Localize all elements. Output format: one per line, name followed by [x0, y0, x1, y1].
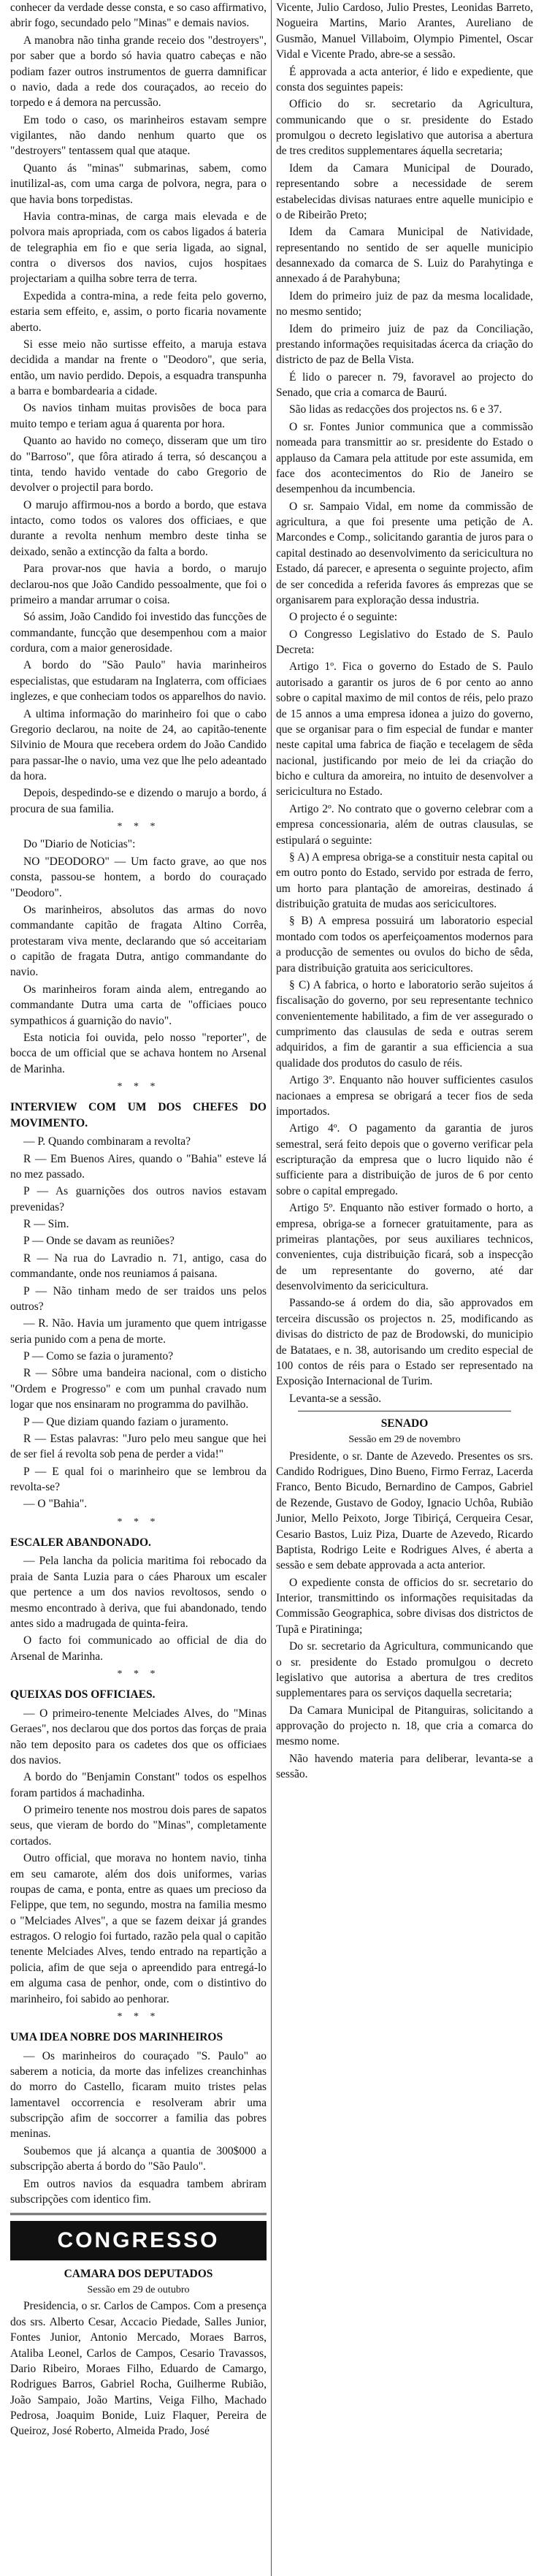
article-paragraph: Presidencia, o sr. Carlos de Campos. Com a presença dos srs. Alberto Cesar, Accacio Piedade, Salles Junior, Fontes Junior, Antonio Mercado, Moraes Barros, Ataliba Leonel, Carlos de Campos, Cesario Travassos, Dario Ribeiro, Moraes Filho, Eduardo de Camargo, Rodrigues Barros, Gabriel Rocha, Guilherme Rubião, João Sampaio, João Martins, Veiga Filho, Machado Pedrosa, Joaquim Bonide, Luiz Flaquer, Pereira de Queiroz, José Roberto, Almeida Prado, José	[10, 2300, 267, 2438]
section-divider-stars: * * *	[117, 1081, 160, 1093]
article-paragraph: O expediente consta de officios do sr. secretario do Interior, transmittindo os informações requisitadas da Commissão Geographica, sobre divisas dos districtos de Tupã e Piratininga;	[276, 1576, 533, 1636]
article-paragraph: Depois, despedindo-se e dizendo o marujo a bordo, á procura de sua familia.	[10, 787, 267, 815]
article-paragraph: Idem do primeiro juiz de paz da mesma localidade, no mesmo sentido;	[276, 289, 533, 319]
article-paragraph: A bordo do "São Paulo" havia marinheiros especialistas, que estudaram na Inglaterra, com officiaes inglezes, e que conheciam todos os apparelhos do navio.	[10, 659, 267, 704]
article-paragraph: Para provar-nos que havia a bordo, o marujo declarou-nos que João Candido pessoalmente, que foi o primeiro a mandar arrumar o coisa.	[10, 563, 267, 606]
section-diario-noticias	[10, 837, 267, 1077]
bill-articles	[276, 659, 533, 1406]
bill-article: § A) A empresa obriga-se a constituir nesta capital ou em outro ponto do Estado, servido por estrada de ferro, um horto para plantação de amoreiras, destinado á distribuição gratuita de mudas aos sericicultores.	[276, 850, 533, 910]
senado-title: SENADO	[380, 1417, 429, 1430]
article-paragraph: Soubemos que já alcança a quantia de 300$000 a subscripção aberta á bordo do "São Paulo".	[10, 2144, 267, 2173]
article-paragraph: Quanto ao havido no começo, disseram que um tiro do "Barroso", que fôra atirado á terra, só descançou a tinta, tendo havido ventade do cabo Gregorio de devolver o projectil para bordo.	[10, 435, 267, 495]
article-paragraph: Os marinheiros, absolutos das armas do novo commandante capitão de fragata Altino Corrêa, protestaram viva mente, declarando que só acceitariam o capitão de fragata Dutra, antigo commandante do navio.	[10, 903, 267, 979]
article-paragraph: O facto foi communicado ao official de dia do Arsenal de Marinha.	[10, 1634, 267, 1663]
congresso-banner: CONGRESSO	[10, 2221, 267, 2260]
article-paragraph: Esta noticia foi ouvida, pelo nosso "reporter", de bocca de um official que se achava hontem no Arsenal de Marinha.	[10, 1031, 267, 1075]
article-paragraph: — Pela lancha da policia maritima foi rebocado da praia de Santa Luzia para o cáes Pharoux um escaler que pertence a um dos navios revoltosos, sendo o mesmo encontrado à deriva, que fui abandonado, tendo antes sido a madrugada de quinta-feira.	[10, 1555, 267, 1630]
section-congresso	[10, 2221, 267, 2439]
bill-article: Levanta-se a sessão.	[289, 1392, 382, 1405]
left-intro	[10, 0, 267, 817]
article-paragraph: — Os marinheiros do couraçado "S. Paulo" ao saberem a noticia, da morte das infelizes creanchinhas do morro do Castello, ficaram muito tristes pelas lamentavel occorrencia e resolveram abrir uma subscripção afim de soccorrer a familia das pobres meninas.	[10, 2049, 267, 2141]
article-paragraph: Não havendo materia para deliberar, levanta-se a sessão.	[276, 1752, 533, 1781]
bill-article: Artigo 3º. Enquanto não houver sufficientes casulos nacionaes a empresa se obrigará a tecer fios de seda importados.	[276, 1074, 533, 1118]
article-paragraph: O sr. Fontes Junior communica que a commissão nomeada para transmittir ao sr. presidente do Estado o applauso da Camara pela attitude por este assumida, em face dos acontecimentos do Rio de Janeiro se desempenhou da incumbencia.	[276, 420, 533, 496]
left-column	[6, 0, 272, 2576]
interview-line: P — As guarnições dos outros navios estavam prevenidas?	[10, 1185, 267, 1213]
right-column	[272, 0, 537, 2576]
bill-article: Artigo 5º. Enquanto não estiver formado o horto, a empresa, obriga-se a fornecer gratuitamente, para as primeiras plantações, por seus auxiliares technicos, convenientes, cuja distribuição ficará, sob a inspecção de um representante do governo, até dar desenvolvimento da sericicultura.	[276, 1202, 533, 1292]
article-paragraph: O marujo affirmou-nos a bordo a bordo, que estava intacto, como todos os valores dos officiaes, e que durante a revolta nenhum membro deste tinha se deixado, senão a extincção da falta a bordo.	[10, 498, 267, 558]
section-escaler	[10, 1535, 267, 1664]
article-paragraph: O projecto é o seguinte:	[289, 611, 398, 624]
article-paragraph: Quanto ás "minas" submarinas, sabem, como inutilizal-as, com uma carga de polvora, negra, para o que havia bons torpedistas.	[10, 161, 267, 206]
section-divider-stars: * * *	[117, 1516, 160, 1528]
article-paragraph: Idem do primeiro juiz de paz da Conciliação, prestando informações requisitadas ácerca da criação do districto de paz de Bella Vista.	[276, 322, 533, 367]
article-paragraph: Os navios tinham muitas provisões de boca para muito tempo e teriam agua á quarenta por hora.	[10, 402, 267, 430]
interview-line: P — Onde se davam as reuniões?	[23, 1235, 175, 1248]
interview-line: P — Como se fazia o juramento?	[23, 1350, 174, 1363]
article-paragraph: Só assim, João Candido foi investido das funcções de commandante, funcção que desempenhou com a maior cordura, com a maior generosidade.	[10, 611, 267, 655]
section-idea-nobre	[10, 2030, 267, 2207]
article-paragraph: Officio do sr. secretario da Agricultura, communicando que o sr. presidente do Estado promulgou o decreto legislativo que autorisa a abertura de tres creditos supplementares áquella secretaria;	[276, 98, 533, 158]
section-divider-rule	[10, 2213, 267, 2215]
article-paragraph: A bordo do "Benjamin Constant" todos os espelhos foram partidos á machadinha.	[10, 1771, 267, 1799]
article-paragraph: conhecer da verdade desse consta, e so caso affirmativo, abrir fogo, secundado pelo "Minas" e demais navios.	[10, 1, 267, 30]
interview-line: R — Estas palavras: "Juro pelo meu sangue que hei de ser fiel á revolta sob pena de perder a vida!"	[10, 1432, 267, 1461]
article-paragraph: Idem da Camara Municipal de Natividade, representando no sentido de ser aquelle municipio desannexado da comarca de S. Luiz do Parahytinga e annexado á de Parahybuna;	[276, 226, 533, 286]
article-paragraph: O Congresso Legislativo do Estado de S. Paulo Decreta:	[276, 628, 533, 656]
interview-line: R — Sôbre uma bandeira nacional, com o disticho "Ordem e Progresso" e com um punhal cravado num logar que nos ensinaram no programma do pavilhão.	[10, 1367, 267, 1411]
section-divider-stars: * * *	[117, 1669, 160, 1680]
article-paragraph: É lido o parecer n. 79, favoravel ao projecto do Senado, que cria a comarca de Baurú.	[276, 370, 533, 399]
session-date: Sessão em 29 de novembro	[348, 1434, 461, 1446]
session-date: Sessão em 29 de outubro	[87, 2285, 190, 2296]
bill-article: Artigo 2º. No contrato que o governo celebrar com a empresa concessionaria, além de outras clausulas, se estipulará o seguinte:	[276, 802, 533, 847]
section-senado	[276, 1416, 533, 1783]
article-paragraph: Em todo o caso, os marinheiros estavam sempre vigilantes, não dando nenhum quarto que os "destroyers" tentassem qual que ataque.	[10, 113, 267, 158]
interview-line: R — Em Buenos Aires, quando o "Bahia" esteve lá no mez passado.	[10, 1152, 267, 1181]
section-queixas	[10, 1687, 267, 2007]
section-divider-stars: * * *	[117, 821, 160, 833]
article-paragraph: Presidente, o sr. Dante de Azevedo. Presentes os srs. Candido Rodrigues, Dino Bueno, Firmo Ferraz, Lacerda Franco, Bento Bicudo, Bernardino de Campos, Gabriel de Rezende, Gustavo de Godoy, Ignacio Uchôa, Rubião Junior, Mello Peixoto, Jorge Tibiriçá, Cerqueira Cesar, Cesario Bastos, Luiz Piza, Duarte de Azevedo, Ricardo Baptista, Rodrigo Leite e Rodrigues Alves, é aberta a sessão e sem debate approvada a acta anterior.	[276, 1449, 533, 1572]
article-paragraph: NO "DEODORO" — Um facto grave, ao que nos consta, passou-se hontem, a bordo do couraçado "Deodoro".	[10, 855, 267, 899]
interview-line: P — Que diziam quando faziam o juramento.	[23, 1415, 229, 1428]
bill-article: § C) A fabrica, o horto e laboratorio serão sujeitos á fiscalisação do governo, por seu representante technico convenientemente habilitado, a fim de ver assegurado o cumprimento das clausulas de seda e outras serem adquiridos, a fim de garantir a sua efficiencia a sua qualidade dos produtos do casulo de réis.	[276, 978, 533, 1070]
article-paragraph: Expedida a contra-mina, a rede feita pelo governo, estaria sem effeito, e, assim, o porto ficaria novamente aberto.	[10, 289, 267, 334]
interview-line: — R. Não. Havia um juramento que quem intrigasse seria punido com a pena de morte.	[10, 1317, 267, 1346]
article-paragraph: A manobra não tinha grande receio dos "destroyers", por saber que a bordo só havia quatro cabeças e não podiam fazer outros instrumentos de guerra damnificar o navio, dada a rede dos couraçados, ao receio do torpedo e á demora na percussão.	[10, 34, 267, 110]
article-paragraph: Idem da Camara Municipal de Dourado, representando sobre a necessidade de serem estabelecidas divisas naturaes entre aquelle municipio e o de Ribeirão Preto;	[276, 161, 533, 221]
article-paragraph: São lidas as redacções dos projectos ns. 6 e 37.	[289, 403, 502, 416]
right-intro	[276, 0, 533, 658]
section-title: INTERVIEW COM UM DOS CHEFES DO MOVIMENTO.	[10, 1101, 267, 1129]
article-paragraph: Si esse meio não surtisse effeito, a maruja estava decidida a mandar na frente o "Deodoro", que seria, então, um navio perdido. Depois, a esquadra transpunha a barra e bombardearia a cidade.	[10, 338, 267, 397]
interview-line: P — E qual foi o marinheiro que se lembrou da revolta-se?	[10, 1465, 267, 1493]
article-paragraph: O primeiro tenente nos mostrou dois pares de sapatos seus, que vieram de bordo do "Minas", completamente cortados.	[10, 1804, 267, 1848]
article-paragraph: Do sr. secretario da Agricultura, communicando que o sr. presidente do Estado promulgou o decreto legislativo que autorisa a abertura de tres creditos supplementares para os serviços daquella secretaria;	[276, 1640, 533, 1700]
article-paragraph: — O primeiro-tenente Melciades Alves, do "Minas Geraes", nos declarou que dos portos das forças de praia não tem deposito para os cadetes dos que os officiaes dos navios.	[10, 1707, 267, 1767]
chamber-title: CAMARA DOS DEPUTADOS	[64, 2267, 213, 2280]
section-title: Do "Diario de Noticias":	[23, 838, 136, 851]
bill-article: Artigo 1º. Fica o governo do Estado de S. Paulo autorisado a garantir os juros de 6 por cento ao anno sobre o capital maximo de mil contos de réis, pelo prazo de 15 annos a uma empresa idonea a juizo do governo, que se organisar para o fim especial de fundar e manter neste capital uma fabrica de fiação e tecelagem de sêda nacional, justificando por meio de lei da criação do bicho e cultura da amoreira, no intuito de desenvolver a sericicultura no Estado.	[276, 660, 533, 799]
article-paragraph: Em outros navios da esquadra tambem abriram subscripções com identico fim.	[10, 2177, 267, 2206]
interview-line: R — Sim.	[23, 1218, 69, 1230]
article-paragraph: Havia contra-minas, de carga mais elevada e de polvora mais apropriada, com os cabos ligados á bateria de telegraphia em fio e que seria ligada, ao signal, contra o diversos dos navios, cujos hospitaes projectariam a quilha sobre terra de terra.	[10, 210, 267, 286]
article-paragraph: Da Camara Municipal de Pitanguiras, solicitando a approvação do projecto n. 18, que cria a comarca do mesmo nome.	[276, 1704, 533, 1748]
interview-line: — P. Quando combinaram a revolta?	[23, 1135, 191, 1148]
bill-article: Passando-se á ordem do dia, são approvados em terceira discussão os projectos n. 25, modificando as divisas do districto de paz de Brodowski, do municipio de Batataes, e n. 38, autorisando um credito especial de 100 contos de réis para o Estado ser representado na Exposição Internacional de Turim.	[276, 1297, 533, 1388]
section-divider-stars: * * *	[117, 2011, 160, 2022]
article-paragraph: Outro official, que morava no hontem navio, tinha em seu camarote, além dos dois uniformes, varias roupas de cama, e ponta, entre as quaes um precioso da Felippe, que tem, no segundo, mostra na familia mesmo o "Melciades Alves", a que se fazem deixar já grandes estragos. O relogio foi furtado, razão pela qual o capitão tenente Melciades Alves, tendo entrado na repartição a policia, afim de que seja o apreendido para entregá-lo em alguma casa de penhor, onde, com o distintivo do marinheiro, foi sabido ao penhorar.	[10, 1852, 267, 2005]
bill-article: § B) A empresa possuirá um laboratorio especial montado com todos os aperfeiçoamentos modernos para a producção de sementes ou ovulos do bicho de sêda, para distribuição gratuita aos sericicultores.	[276, 915, 533, 975]
section-title: ESCALER ABANDONADO.	[10, 1536, 151, 1550]
interview-line: R — Na rua do Lavradio n. 71, antigo, casa do commandante, onde nos reuniamos á paisana.	[10, 1251, 267, 1281]
article-paragraph: É approvada a acta anterior, é lido e expediente, que consta dos seguintes papeis:	[276, 65, 533, 94]
section-interview	[10, 1100, 267, 1512]
bill-article: Artigo 4º. O pagamento da garantia de juros semestral, será feito depois que o governo verificar pela escripturação da empresa que o lucro liquido não é sufficiente para a distribuição de juros de 6 por cento sobre o capital empregado.	[276, 1122, 533, 1197]
section-title: QUEIXAS DOS OFFICIAES.	[10, 1688, 156, 1702]
article-paragraph: O sr. Sampaio Vidal, em nome da commissão de agricultura, a que foi presente uma petição de A. Marcondes e Comp., solicitando garantia de juros para o capital destinado ao desenvolvimento da sericicultura no Estado, dá parecer, e apresenta o seguinte projecto, afim de ser concedida a referida favores ás emprezas que se organisarem para exploração dessa industria.	[276, 500, 533, 606]
article-paragraph: A ultima informação do marinheiro foi que o cabo Gregorio declarou, na noite de 24, ao capitão-tenente Silvinio de Moura que recebera ordem do João Candido para passar-lhe o navio, uma vez que lhe pelo adeantado da hora.	[10, 707, 267, 782]
article-paragraph: Os marinheiros foram ainda alem, entregando ao commandante Dutra uma carta de "officiaes pouco sympathicos á guarnição do navio".	[10, 983, 267, 1027]
section-title: UMA IDEA NOBRE DOS MARINHEIROS	[10, 2031, 223, 2044]
interview-line: — O "Bahia".	[23, 1498, 88, 1511]
interview-line: P — Não tinham medo de ser traidos uns pelos outros?	[10, 1284, 267, 1313]
article-paragraph: Vicente, Julio Cardoso, Julio Prestes, Leonidas Barreto, Nogueira Martins, Mario Arantes, Aureliano de Gusmão, Manuel Villaboim, Olympio Pimentel, Oscar Vidal e Vicente Prado, abre-se a sessão.	[276, 1, 533, 61]
